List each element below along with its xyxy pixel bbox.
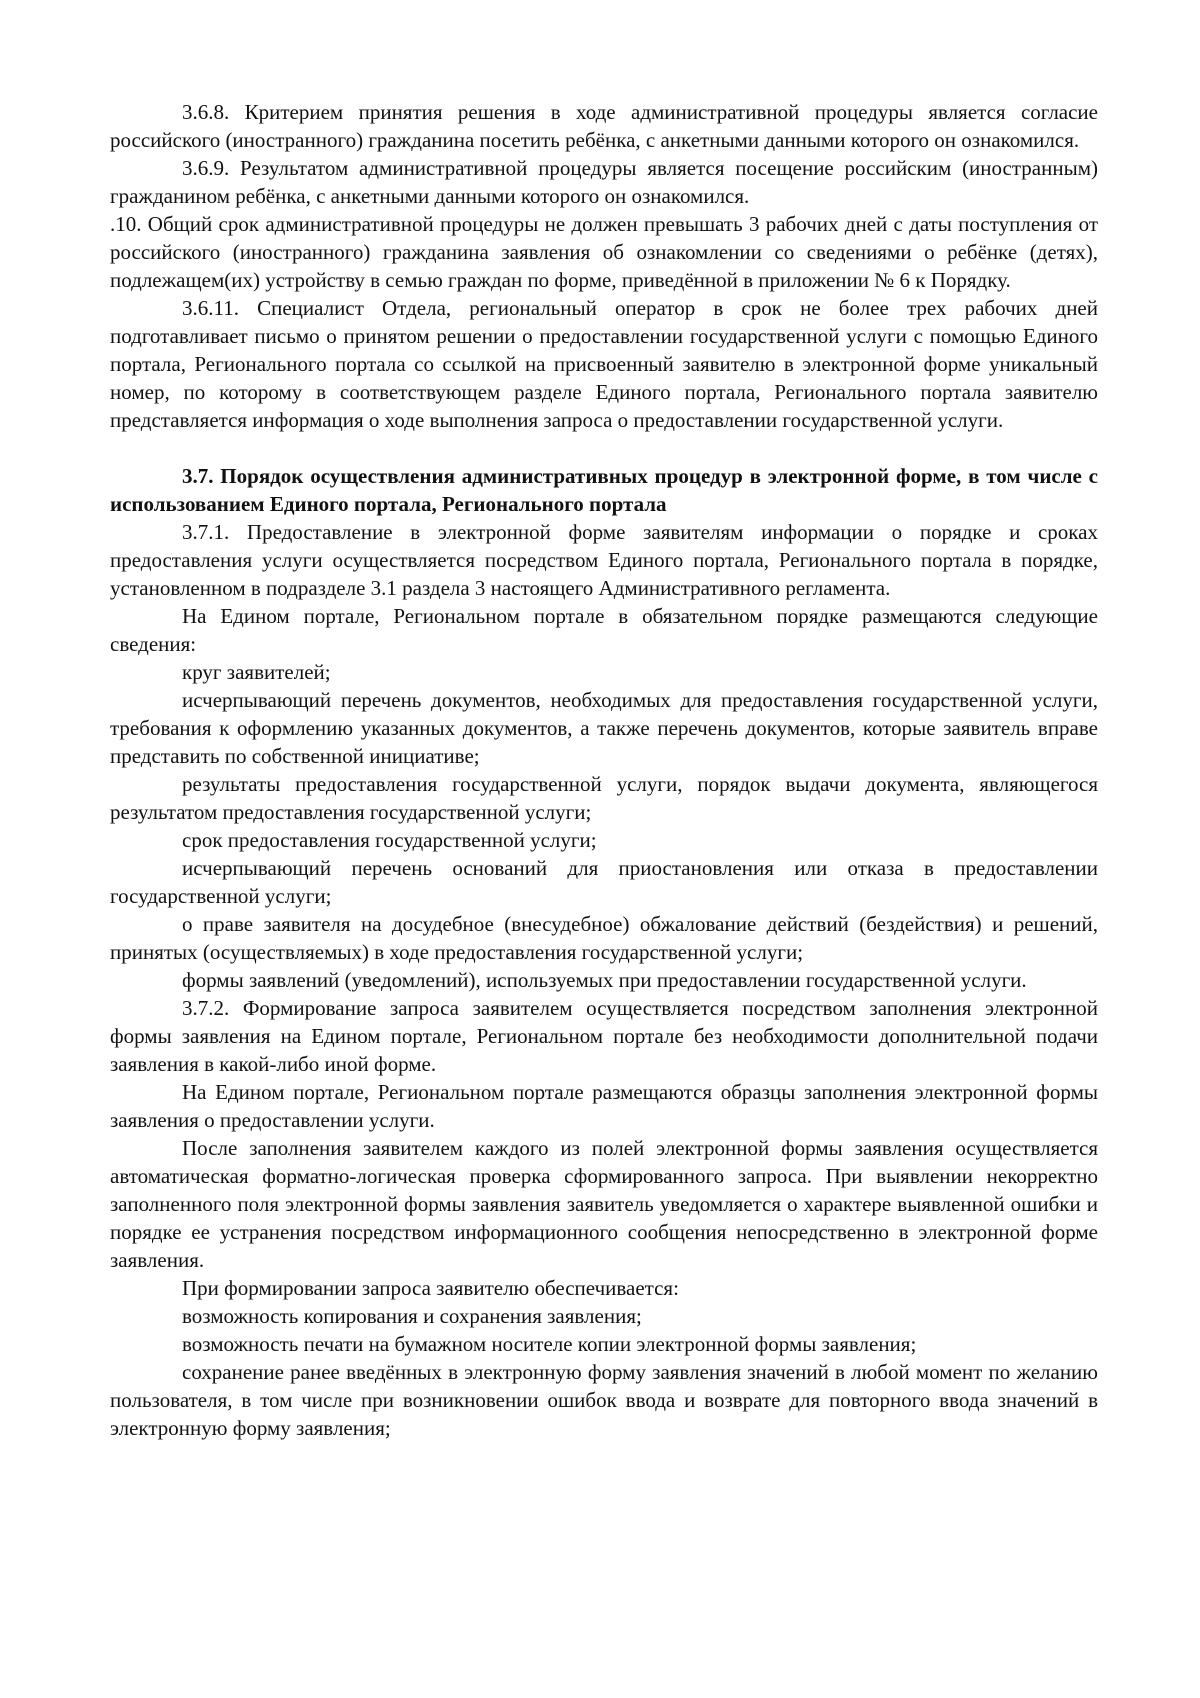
document-page bbox=[110, 98, 1098, 1442]
paragraph-samples: На Едином портале, Региональном портале размещаются образцы заполнения электронной формы заявления о предоставлении услуги. bbox=[110, 1080, 1098, 1132]
list-item: о праве заявителя на досудебное (внесудебное) обжалование действий (бездействия) и решений, принятых (осуществляемых) в ходе предоставления государственной услуги; bbox=[110, 912, 1098, 964]
paragraph-3-7-1: 3.7.1. Предоставление в электронной форме заявителям информации о порядке и сроках предоставления услуги осуществляется посредством Единого портала, Регионального портала в порядке, установленном в подразделе 3.1 раздела 3 настоящего Административного регламента. bbox=[110, 520, 1098, 600]
paragraph-portal-info: На Едином портале, Региональном портале в обязательном порядке размещаются следующие сведения: bbox=[110, 604, 1098, 656]
list-item: срок предоставления государственной услуги; bbox=[182, 828, 597, 852]
list-item: исчерпывающий перечень документов, необходимых для предоставления государственной услуги, требования к оформлению указанных документов, а также перечень документов, которые заявитель вправе представить по собственной инициативе; bbox=[110, 688, 1098, 768]
paragraph-3-6-9: 3.6.9. Результатом административной процедуры является посещение российским (иностранным) гражданином ребёнка, с анкетными данными которого он ознакомился. bbox=[110, 156, 1098, 208]
list-item: возможность печати на бумажном носителе копии электронной формы заявления; bbox=[182, 1332, 917, 1356]
list-item: формы заявлений (уведомлений), используемых при предоставлении государственной услуги. bbox=[182, 968, 1027, 992]
list-item: сохранение ранее введённых в электронную форму заявления значений в любой момент по желанию пользователя, в том числе при возникновении ошибок ввода и возврате для повторного ввода значений в электронную форму заявления; bbox=[110, 1360, 1098, 1440]
list-item: исчерпывающий перечень оснований для приостановления или отказа в предоставлении государственной услуги; bbox=[110, 856, 1098, 908]
paragraph-3-6-10: .10. Общий срок административной процедуры не должен превышать 3 рабочих дней с даты поступления от российского (иностранного) гражданина заявления об ознакомлении со сведениями о ребёнке (детях), подлежащем(их) устройству в семью граждан по форме, приведённой в приложении № 6 к Порядку. bbox=[110, 212, 1098, 292]
paragraph-validation: После заполнения заявителем каждого из полей электронной формы заявления осуществляется автоматическая форматно-логическая проверка сформированного запроса. При выявлении некорректно заполненного поля электронной формы заявления заявитель уведомляется о характере выявленной ошибки и порядке ее устранения посредством информационного сообщения непосредственно в электронной форме заявления. bbox=[110, 1136, 1098, 1272]
paragraph-3-6-8: 3.6.8. Критерием принятия решения в ходе административной процедуры является согласие российского (иностранного) гражданина посетить ребёнка, с анкетными данными которого он ознакомился. bbox=[110, 100, 1098, 152]
list-item: возможность копирования и сохранения заявления; bbox=[182, 1304, 642, 1328]
list-item: результаты предоставления государственной услуги, порядок выдачи документа, являющегося результатом предоставления государственной услуги; bbox=[110, 772, 1098, 824]
list-item: круг заявителей; bbox=[182, 660, 331, 684]
paragraph-request-provides: При формировании запроса заявителю обеспечивается: bbox=[182, 1276, 679, 1300]
paragraph-3-7-2: 3.7.2. Формирование запроса заявителем осуществляется посредством заполнения электронной формы заявления на Едином портале, Региональном портале без необходимости дополнительной подачи заявления в какой-либо иной форме. bbox=[110, 996, 1098, 1076]
paragraph-3-6-11: 3.6.11. Специалист Отдела, региональный оператор в срок не более трех рабочих дней подготавливает письмо о принятом решении о предоставлении государственной услуги с помощью Единого портала, Регионального портала со ссылкой на присвоенный заявителю в электронной форме уникальный номер, по которому в соответствующем разделе Единого портала, Регионального портала заявителю представляется информация о ходе выполнения запроса о предоставлении государственной услуги. bbox=[110, 296, 1098, 432]
section-heading-3-7: 3.7. Порядок осуществления административных процедур в электронной форме, в том числе с использованием Единого портала, Регионального портала bbox=[110, 464, 1098, 516]
